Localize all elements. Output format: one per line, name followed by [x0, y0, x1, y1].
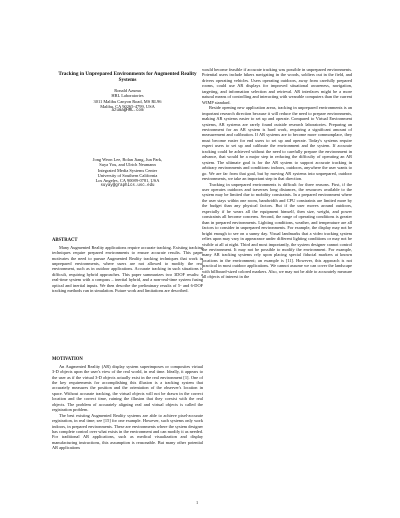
- right-column: [202, 67, 352, 280]
- author-line: Malibu, CA 90265-4799, USA: [100, 104, 155, 110]
- author-block-hrl: [52, 88, 203, 115]
- author-line: Suya You, and Ulrich Neumann: [99, 162, 156, 168]
- body-paragraph: Beside opening new application areas, tracking in unprepared environments is an important research direction because it will reduce the need to prepare environments, making AR systems easier to set up and operate. Compared to Virtual Environment systems, AR systems are rarely found outside research laboratories. Preparing an environment for an AR system is hard work, requiring a significant amount of measurement and calibration. If AR systems are to become more commonplace, they must become easier for end users to set up and operate. Today's systems require expert users to set up and calibrate the environment and the system. If accurate tracking could be achieved without the need to carefully prepare the environment in advance, that would be a major step in reducing the difficulty of operating an AR system. The ultimate goal is for the AR system to support accurate tracking in arbitrary environments and conditions: indoors, outdoors, anywhere the user wants to go. We are far from that goal, but by moving AR systems into unprepared, outdoor environments, we take an important step in that direction.: [202, 105, 352, 182]
- motivation-paragraph: An Augmented Reality (AR) display system superimposes or composites virtual 3-D objects upon the user's view of the real world, in real time. Ideally, it appears to the user as if the virtual 3-D objects actually exist in the real environment [1]. One of the key requirements for accomplishing this illusion is a tracking system that accurately measures the position and the orientation of the observer's location in space. Without accurate tracking, the virtual objects will not be drawn in the correct location and the correct time, ruining the illusion that they coexist with the real objects. The problem of accurately aligning real and virtual objects is called the registration problem.: [52, 363, 203, 413]
- abstract-section: [52, 238, 203, 294]
- author-email: suyay@graphics.usc.edu: [100, 183, 155, 188]
- author-email: azuma@HRL.com: [111, 109, 144, 114]
- abstract-text: Many Augmented Reality applications require accurate tracking. Existing tracking techniques require prepared environments to ensure accurate results. This paper motivates the need to pursue Augmented Reality tracking techniques that work in unprepared environments, where users are not allowed to modify the real environment, such as in outdoor applications. Accurate tracking in such situations is difficult, requiring hybrid approaches. This paper summarizes two 3DOF results: a real-time system with a compass – inertial hybrid, and a non-real-time system fusing optical and inertial inputs. We then describe the preliminary results of 5- and 6-DOF tracking methods run in simulation. Future work and limitations are described.: [52, 244, 203, 294]
- author-line: Jong Weon Lee, Bolan Jiang, Jun Park,: [92, 157, 163, 162]
- motivation-section: [52, 357, 203, 451]
- author-line: HRL Laboratories: [111, 93, 144, 99]
- author-line: Los Angeles, CA 90089-0781, USA: [95, 178, 160, 184]
- author-line: Integrated Media Systems Center: [97, 167, 158, 173]
- author-line: 3011 Malibu Canyon Road, MS RL96: [93, 98, 162, 104]
- body-paragraph: Tracking in unprepared environments is difficult for three reasons. First, if the user operates outdoors and traverses long distances, the resources available to the system may be limited due to mobility constraints. In a prepared environment where the user stays within one room, bandwidth and CPU constraints are limited more by the budget than any physical factors. But if the user moves around outdoors, especially if he wears all the equipment himself, then size, weight, and power constraints all become concerns. Second, the range of operating conditions is greater than in prepared environments. Lighting conditions, weather, and temperature are all factors to consider in unprepared environments. For example, the display may not be bright enough to see on a sunny day. Visual landmarks that a video tracking system relies upon may vary in appearance under different lighting conditions or may not be visible at all at night. Third and most importantly, the system designer cannot control the environment. It may not be possible to modify the environment. For example, many AR tracking systems rely upon placing special fiducial markers at known locations in the environment; an example is [11]. However, this approach is not practical in most outdoor applications. We cannot assume we can cover the landscape with billboard-sized colored markers. Also, we may not be able to accurately measure all objects of interest in the: [202, 181, 352, 280]
- motivation-paragraph: The best existing Augmented Reality systems are able to achieve pixel-accurate registration, in real time; see [15] for one example. However, such systems only work indoors, in prepared environments. These are environments where the system designer has complete control over what exists in the environment and can modify it as needed. For traditional AR applications, such as medical visualization and display manufacturing instructions, this assumption is reasonable. But many other potential AR applications: [52, 412, 203, 451]
- body-paragraph: would become feasible if accurate tracking was possible in unprepared environments. Potential users include hikers navigating in the woods, soldiers out in the field, and drivers operating vehicles. Users operating outdoors, away from carefully prepared rooms, could use AR displays for improved situational awareness, navigation, targeting, and information selection and retrieval. AR interfaces might be a more natural means of controlling and interacting with wearable computers than the current WIMP standard.: [202, 67, 352, 105]
- paper-title: Tracking in Unprepared Environments for Augmented Reality Systems: [58, 71, 197, 84]
- author-line: University of Southern California: [97, 173, 158, 179]
- author-line: Ronald Azuma: [114, 88, 141, 93]
- abstract-heading: ABSTRACT: [52, 238, 78, 243]
- page-number: 1: [196, 500, 199, 505]
- author-block-usc: [52, 157, 203, 189]
- motivation-heading: MOTIVATION: [52, 357, 83, 362]
